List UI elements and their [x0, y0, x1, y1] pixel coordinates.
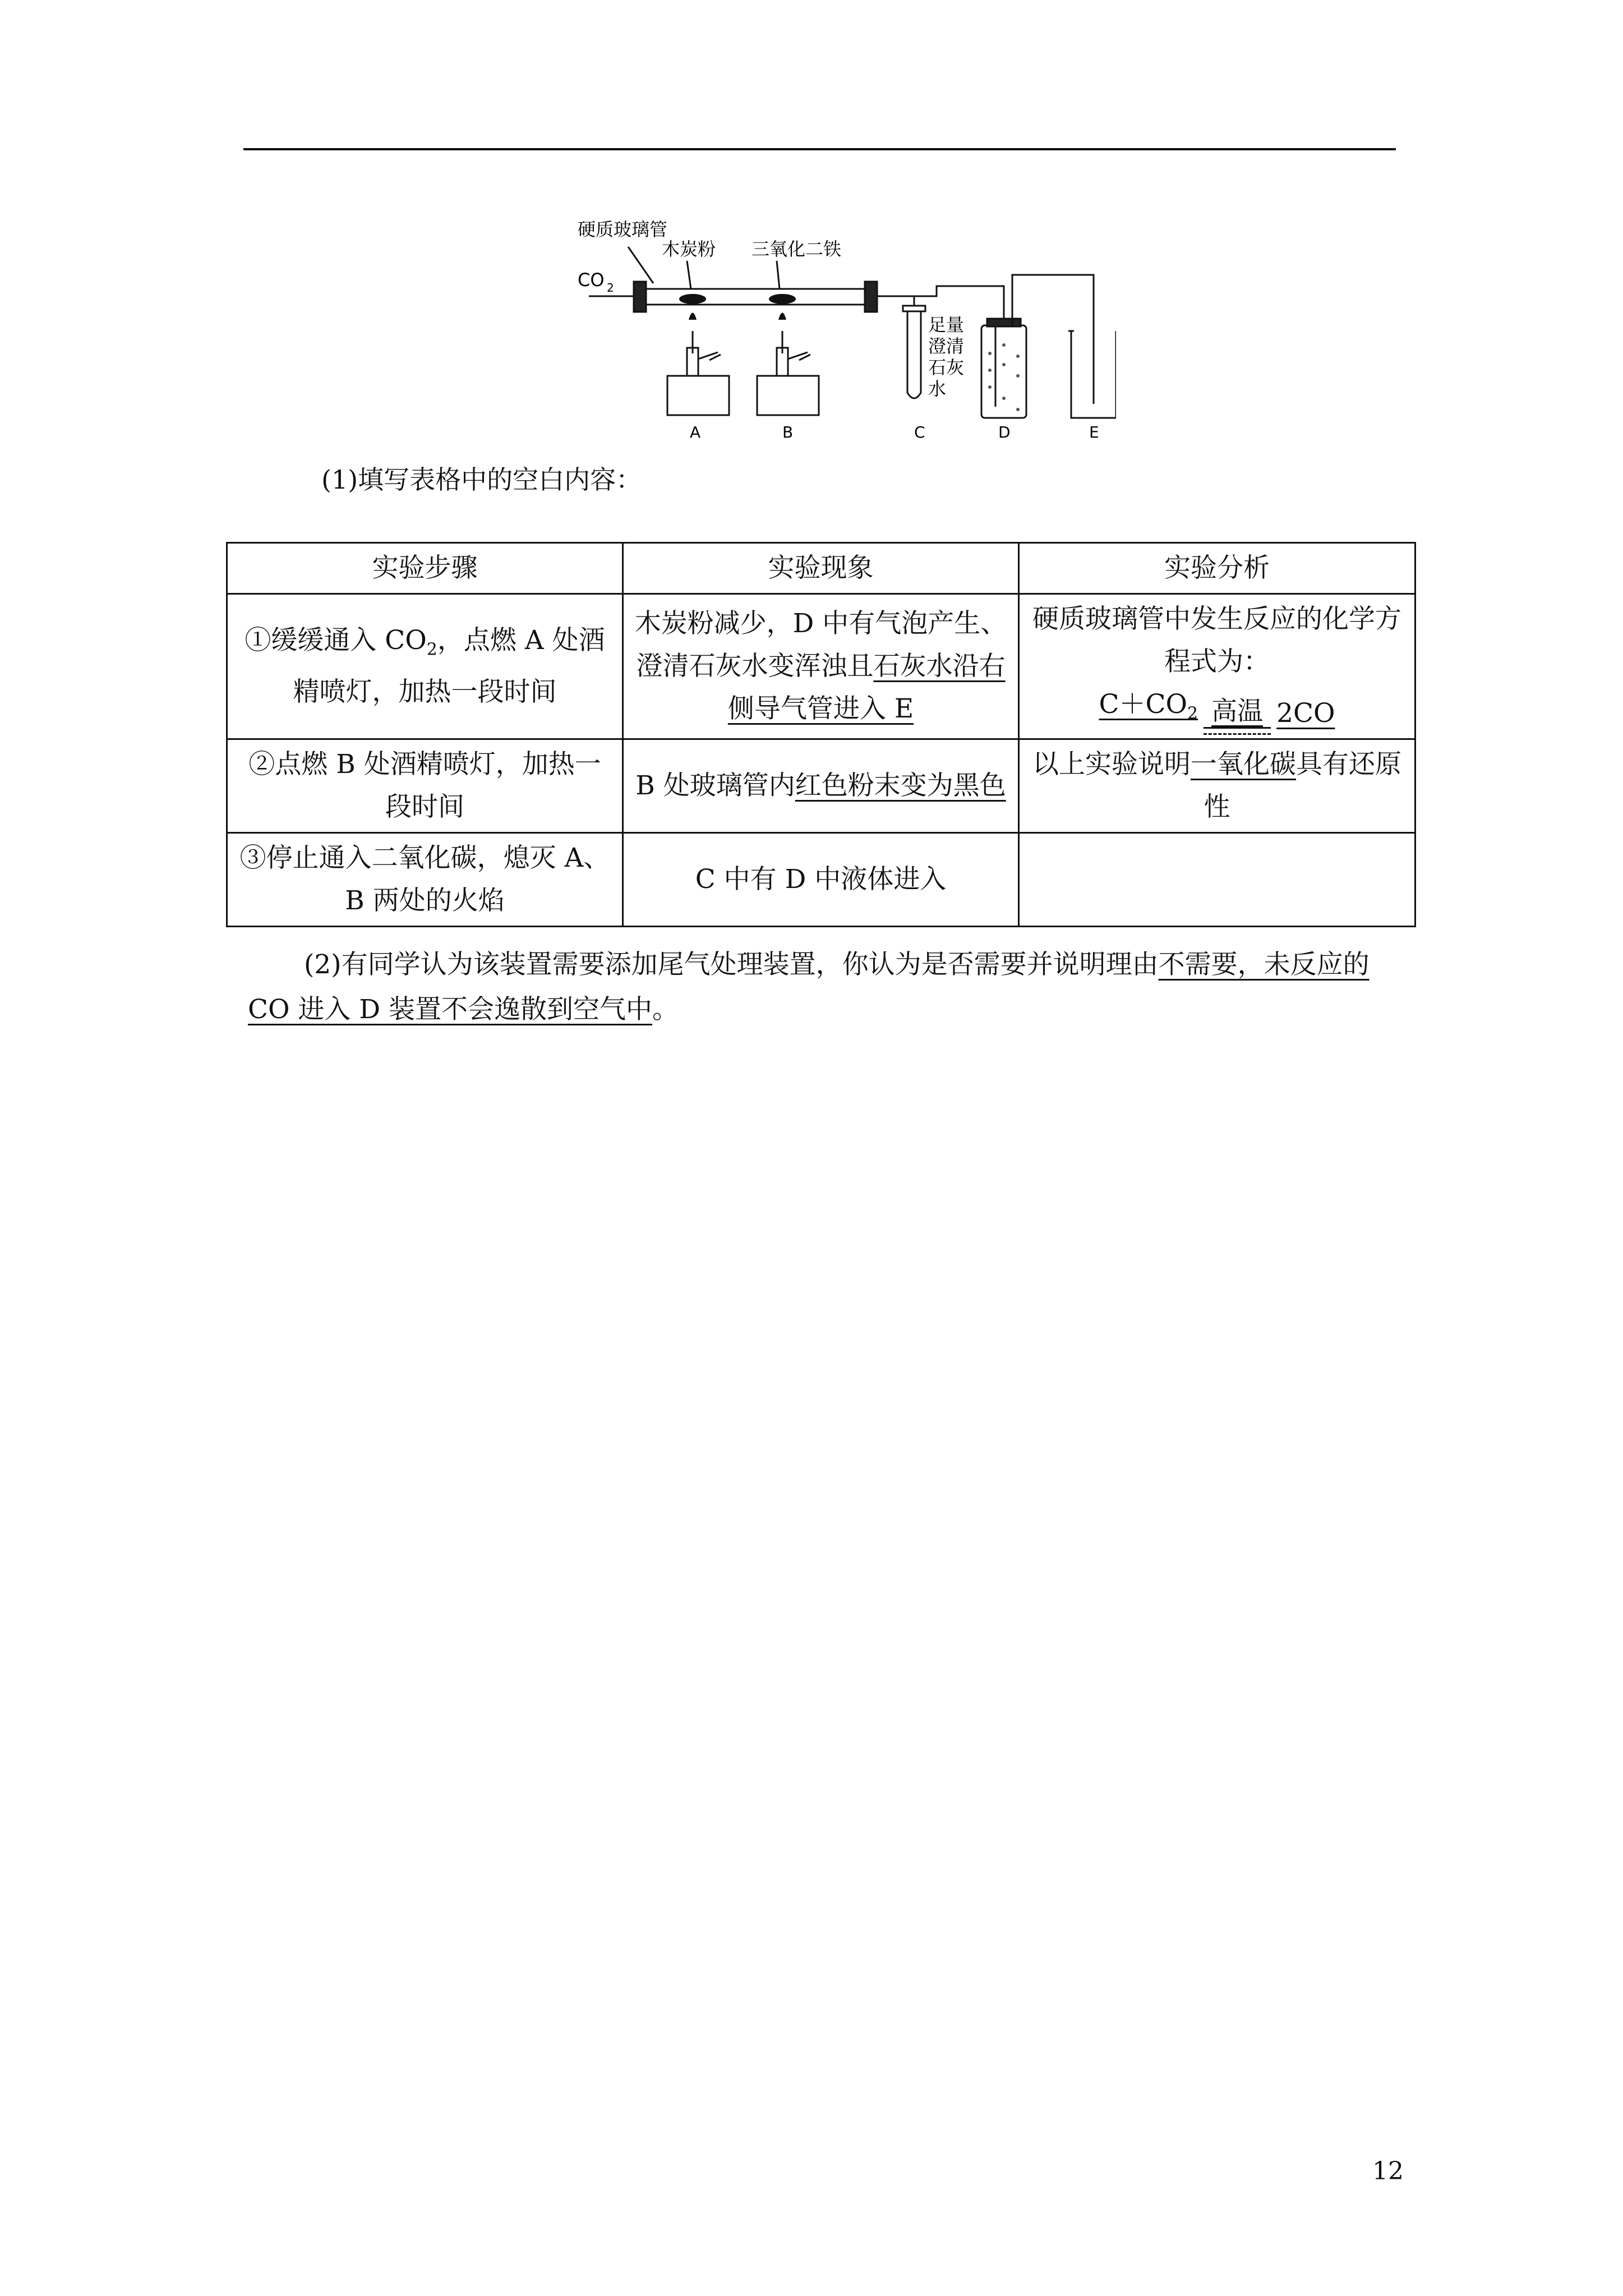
- label-lime-3: 石灰: [928, 357, 965, 378]
- label-lime-2: 澄清: [928, 335, 965, 357]
- answer-blank: 石灰水沿右侧导气管进入 E: [727, 651, 1006, 725]
- header-rule: [243, 148, 1396, 150]
- answer-blank: 红色粉末变为黑色: [795, 770, 1006, 802]
- apparatus-diagram: [578, 208, 1116, 443]
- header-step: 实验步骤: [227, 543, 623, 594]
- table-header-row: [227, 543, 1415, 594]
- table-row: [227, 594, 1415, 739]
- label-c: C: [914, 423, 925, 441]
- page-number: 12: [1372, 2157, 1404, 2185]
- question-1: (1)填写表格中的空白内容：: [321, 464, 642, 495]
- label-a: A: [690, 423, 701, 441]
- header-phenomenon: 实验现象: [623, 543, 1019, 594]
- chemical-equation: $C+CO_2$ 高温 2CO: [1099, 683, 1335, 735]
- label-charcoal: 木炭粉: [662, 238, 716, 260]
- row1-step: ①缓缓通入 $CO_2$，点燃 A 处酒精喷灯，加热一段时间: [227, 594, 623, 739]
- label-lime-1: 足量: [928, 314, 965, 335]
- label-hard-tube: 硬质玻璃管: [578, 219, 668, 240]
- experiment-table: [226, 542, 1416, 927]
- row3-analysis: [1019, 833, 1415, 927]
- question-2: (2)有同学认为该装置需要添加尾气处理装置，你认为是否需要并说明理由不需要，未反应的 CO 进入 D 装置不会逸散到空气中。: [248, 949, 1370, 1025]
- row2-phenomenon: B 处玻璃管内红色粉末变为黑色: [623, 739, 1019, 833]
- label-b: B: [782, 423, 794, 441]
- answer-blank: 不需要，未反应的 CO 进入 D 装置不会逸散到空气中: [248, 949, 1370, 1025]
- row2-analysis: 以上实验说明一氧化碳具有还原性: [1019, 739, 1415, 833]
- label-d: D: [998, 423, 1011, 441]
- reaction-condition: 高温: [1204, 698, 1271, 735]
- label-co2-sub: 2: [607, 281, 614, 295]
- table-row: [227, 739, 1415, 833]
- label-co2: CO: [578, 269, 605, 291]
- label-lime-4: 水: [928, 378, 947, 399]
- row3-step: ③停止通入二氧化碳，熄灭 A、B 两处的火焰: [227, 833, 623, 927]
- answer-blank: 一氧化碳: [1191, 749, 1296, 780]
- header-analysis: 实验分析: [1019, 543, 1415, 594]
- row3-phenomenon: C 中有 D 中液体进入: [623, 833, 1019, 927]
- row1-analysis: 硬质玻璃管中发生反应的化学方程式为： $C+CO_2$ 高温 2CO: [1019, 594, 1415, 739]
- row1-phenomenon: 木炭粉减少，D 中有气泡产生、澄清石灰水变浑浊且石灰水沿右侧导气管进入 E: [623, 594, 1019, 739]
- row2-step: ②点燃 B 处酒精喷灯，加热一段时间: [227, 739, 623, 833]
- label-fe2o3: 三氧化二铁: [751, 238, 842, 260]
- table-row: [227, 833, 1415, 927]
- label-e: E: [1089, 423, 1099, 441]
